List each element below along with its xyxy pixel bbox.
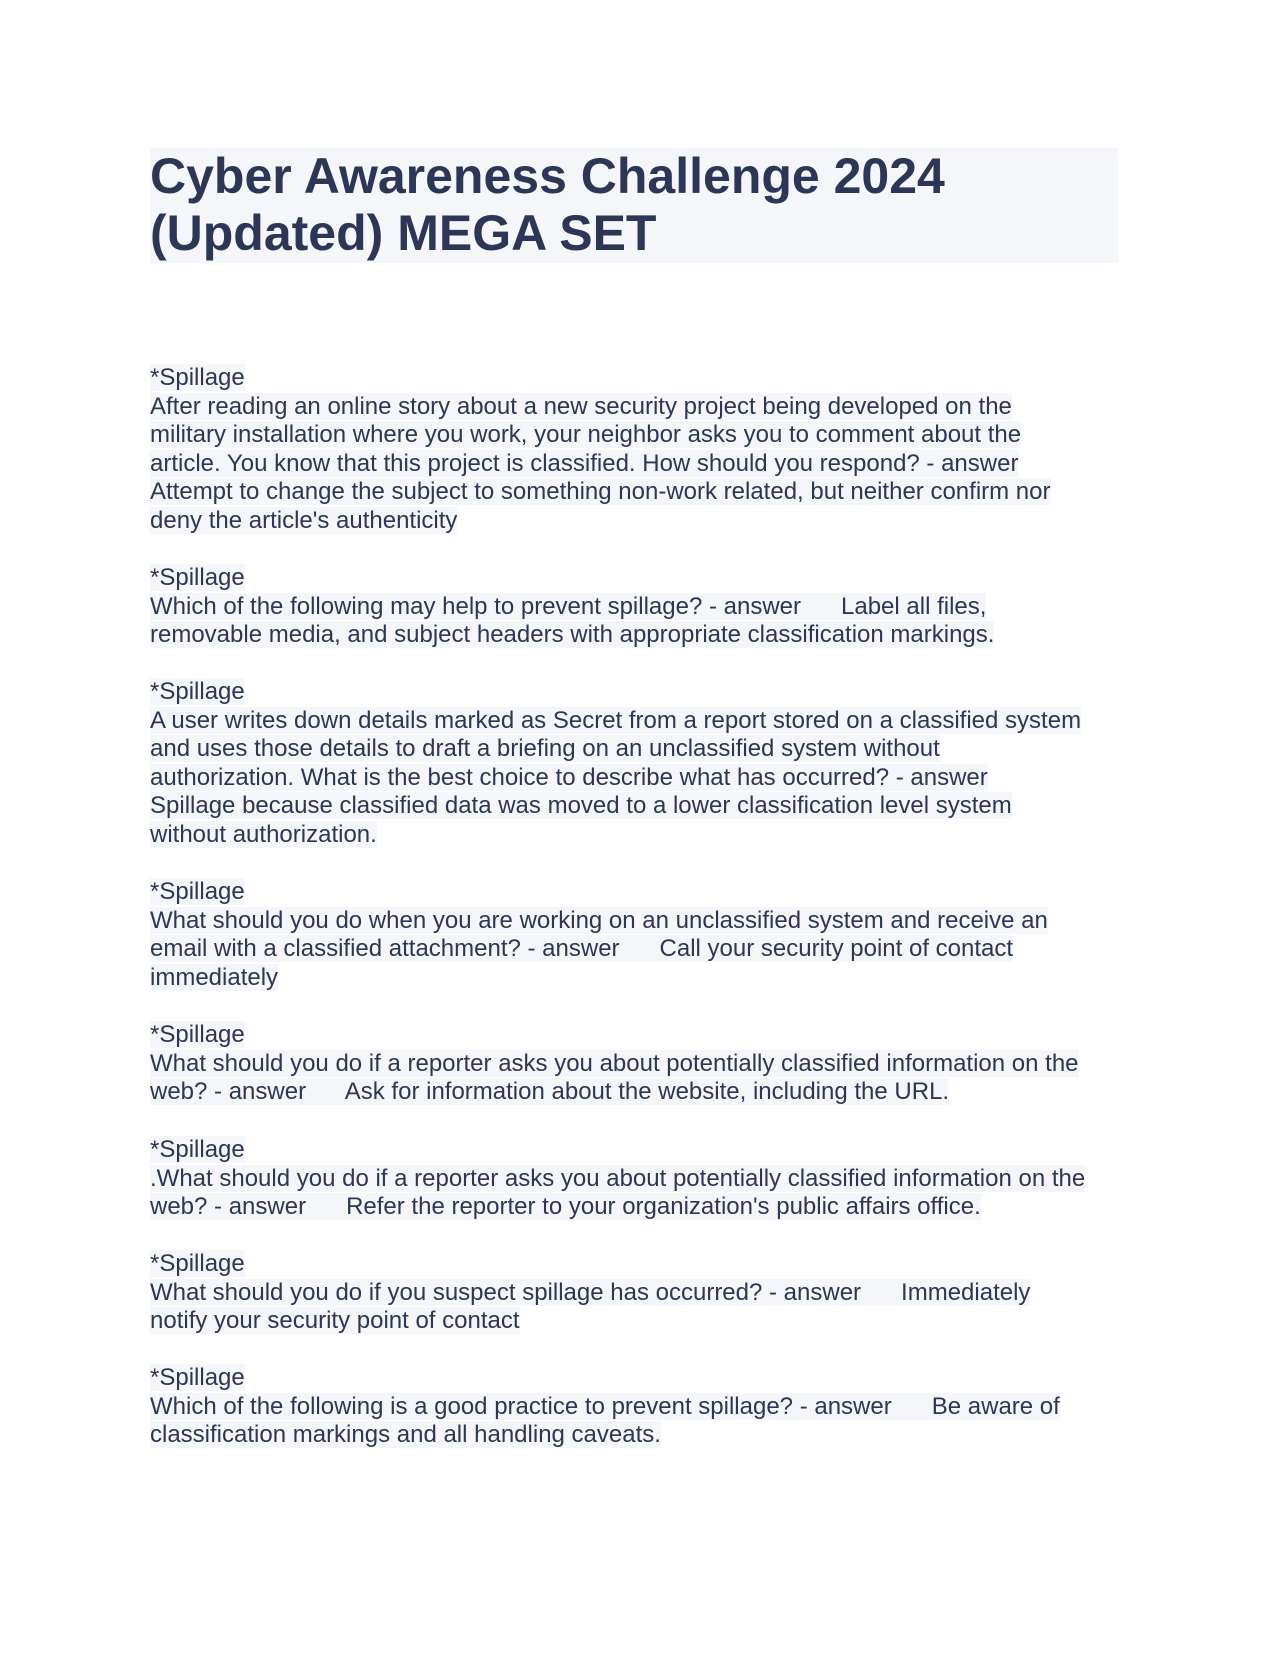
entry-text-line: authorization. What is the best choice to describe what has occurred? - answer (150, 763, 988, 791)
entry-text-line: deny the article's authenticity (150, 506, 458, 534)
entry-text-line: .What should you do if a reporter asks you about potentially classified information on the (150, 1164, 1086, 1192)
entry-text-line: Attempt to change the subject to something non-work related, but neither confirm nor (150, 478, 1051, 506)
entry-category: *Spillage (150, 1136, 245, 1163)
entry-text-line: Spillage because classified data was moved to a lower classification level system (150, 792, 1012, 820)
entry-text-line: military installation where you work, your neighbor asks you to comment about the (150, 421, 1022, 449)
entry-text-line: immediately (150, 963, 279, 991)
entry-category: *Spillage (150, 1250, 245, 1277)
entry-text-line: What should you do if a reporter asks you about potentially classified information on the (150, 1049, 1079, 1077)
entry-text-line: Which of the following may help to prevent spillage? - answer Label all files, (150, 592, 987, 620)
entry-text-line: classification markings and all handling caveats. (150, 1421, 661, 1449)
entry-category: *Spillage (150, 878, 245, 905)
qa-entry (150, 678, 1150, 850)
qa-entry (150, 1250, 1150, 1336)
document-title (150, 148, 1118, 263)
entry-category: *Spillage (150, 364, 245, 391)
entry-text-line: notify your security point of contact (150, 1307, 520, 1335)
qa-entry (150, 1021, 1150, 1107)
entry-text-line: without authorization. (150, 820, 377, 848)
entry-text-line: Which of the following is a good practice to prevent spillage? - answer Be aware of (150, 1392, 1060, 1420)
qa-entry (150, 364, 1150, 536)
entry-text-line: removable media, and subject headers with appropriate classification markings. (150, 621, 995, 649)
entry-category: *Spillage (150, 1364, 245, 1391)
entry-category: *Spillage (150, 678, 245, 705)
qa-entry (150, 878, 1150, 992)
entry-text-line: What should you do if you suspect spillage has occurred? - answer Immediately (150, 1278, 1031, 1306)
title-line-1: Cyber Awareness Challenge 2024 (150, 148, 945, 204)
title-line-2: (Updated) MEGA SET (150, 205, 657, 261)
entry-category: *Spillage (150, 1021, 245, 1048)
entry-text-line: web? - answer Refer the reporter to your organization's public affairs office. (150, 1193, 981, 1221)
qa-entry (150, 1364, 1150, 1450)
entry-category: *Spillage (150, 564, 245, 591)
qa-entry (150, 564, 1150, 650)
entry-text-line: What should you do when you are working on an unclassified system and receive an (150, 906, 1048, 934)
entry-text-line: email with a classified attachment? - answer Call your security point of contact (150, 935, 1014, 963)
entry-text-line: After reading an online story about a new security project being developed on the (150, 392, 1012, 420)
entry-text-line: article. You know that this project is classified. How should you respond? - answer (150, 449, 1019, 477)
qa-entry (150, 1136, 1150, 1222)
entry-text-line: web? - answer Ask for information about the website, including the URL. (150, 1078, 950, 1106)
entry-text-line: and uses those details to draft a briefing on an unclassified system without (150, 735, 940, 763)
entry-text-line: A user writes down details marked as Secret from a report stored on a classified system (150, 706, 1082, 734)
